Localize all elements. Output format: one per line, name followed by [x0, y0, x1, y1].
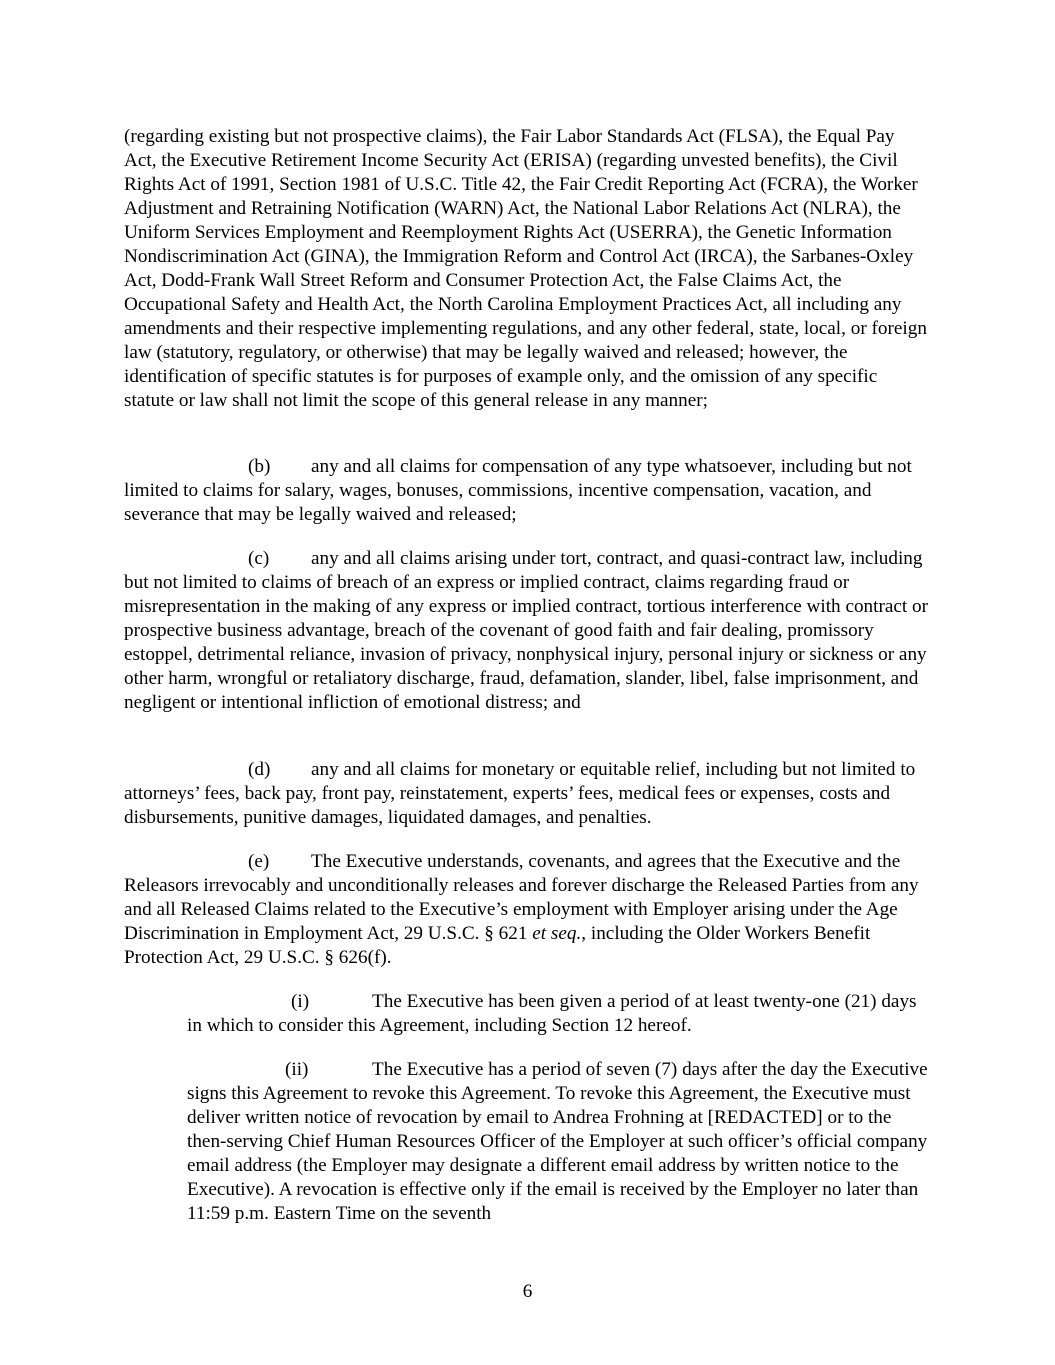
paragraph-i: [187, 990, 930, 1038]
paragraph-c: [124, 547, 930, 715]
paragraph-d: [124, 758, 930, 830]
paragraph-b: [124, 455, 930, 527]
paragraph-e-italic: et seq.: [532, 923, 582, 944]
paragraph-i-text: The Executive has been given a period of at least twenty-one (21) days in which to consider this Agreement, including Section 12 hereof.: [187, 991, 917, 1036]
paragraph-e-text-before: The Executive understands, covenants, and agrees that the Executive and the Releasors irrevocably and unconditionally releases and forever discharge the Released Parties from any and all Released Claims related to the Executive’s employment with Employer arising under the Age Discrimination in Employment Act, 29 U.S.C. § 621: [124, 851, 919, 944]
paragraph-e: [124, 850, 930, 970]
paragraph-intro-text: (regarding existing but not prospective claims), the Fair Labor Standards Act (FLSA), the Equal Pay Act, the Executive Retirement Income Security Act (ERISA) (regarding unvested benefits), the Civil Rights Act of 1991, Section 1981 of U.S.C. Title 42, the Fair Credit Reporting Act (FCRA), the Worker Adjustment and Retraining Notification (WARN) Act, the National Labor Relations Act (NLRA), the Uniform Services Employment and Reemployment Rights Act (USERRA), the Genetic Information Nondiscrimination Act (GINA), the Immigration Reform and Control Act (IRCA), the Sarbanes-Oxley Act, Dodd-Frank Wall Street Reform and Consumer Protection Act, the False Claims Act, the Occupational Safety and Health Act, the North Carolina Employment Practices Act, all including any amendments and their respective implementing regulations, and any other federal, state, local, or foreign law (statutory, regulatory, or otherwise) that may be legally waived and released; however, the identification of specific statutes is for purposes of example only, and the omission of any specific statute or law shall not limit the scope of this general release in any manner;: [124, 126, 927, 411]
paragraph-d-label: (d): [248, 759, 271, 780]
paragraph-ii-label: (ii): [285, 1059, 309, 1080]
paragraph-c-text: any and all claims arising under tort, contract, and quasi-contract law, including but not limited to claims of breach of an express or implied contract, claims regarding fraud or misrepresentation in the making of any express or implied contract, tortious interference with contract or prospective business advantage, breach of the covenant of good faith and fair dealing, promissory estoppel, detrimental reliance, invasion of privacy, nonphysical injury, personal injury or sickness or any other harm, wrongful or retaliatory discharge, fraud, defamation, slander, libel, false imprisonment, and negligent or intentional infliction of emotional distress; and: [124, 548, 929, 713]
paragraph-intro: [124, 125, 930, 413]
paragraph-d-text: any and all claims for monetary or equitable relief, including but not limited to attorneys’ fees, back pay, front pay, reinstatement, experts’ fees, medical fees or expenses, costs and disbursements, punitive damages, liquidated damages, and penalties.: [124, 759, 916, 828]
paragraph-ii: [187, 1058, 930, 1226]
paragraph-e-label: (e): [248, 851, 270, 872]
paragraph-i-label: (i): [291, 991, 310, 1012]
paragraph-b-label: (b): [248, 456, 271, 477]
paragraph-ii-text: The Executive has a period of seven (7) days after the day the Executive signs this Agreement to revoke this Agreement. To revoke this Agreement, the Executive must deliver written notice of revocation by email to Andrea Frohning at [REDACTED] or to the then-serving Chief Human Resources Officer of the Employer at such officer’s official company email address (the Employer may designate a different email address by written notice to the Executive). A revocation is effective only if the email is received by the Employer no later than 11:59 p.m. Eastern Time on the seventh: [187, 1059, 928, 1224]
page-number: 6: [522, 1281, 533, 1302]
paragraph-e-text-after: , including the Older Workers Benefit Protection Act, 29 U.S.C. § 626(f).: [124, 923, 871, 968]
paragraph-c-label: (c): [248, 548, 270, 569]
paragraph-b-text: any and all claims for compensation of any type whatsoever, including but not limited to claims for salary, wages, bonuses, commissions, incentive compensation, vacation, and severance that may be legally waived and released;: [124, 456, 912, 525]
